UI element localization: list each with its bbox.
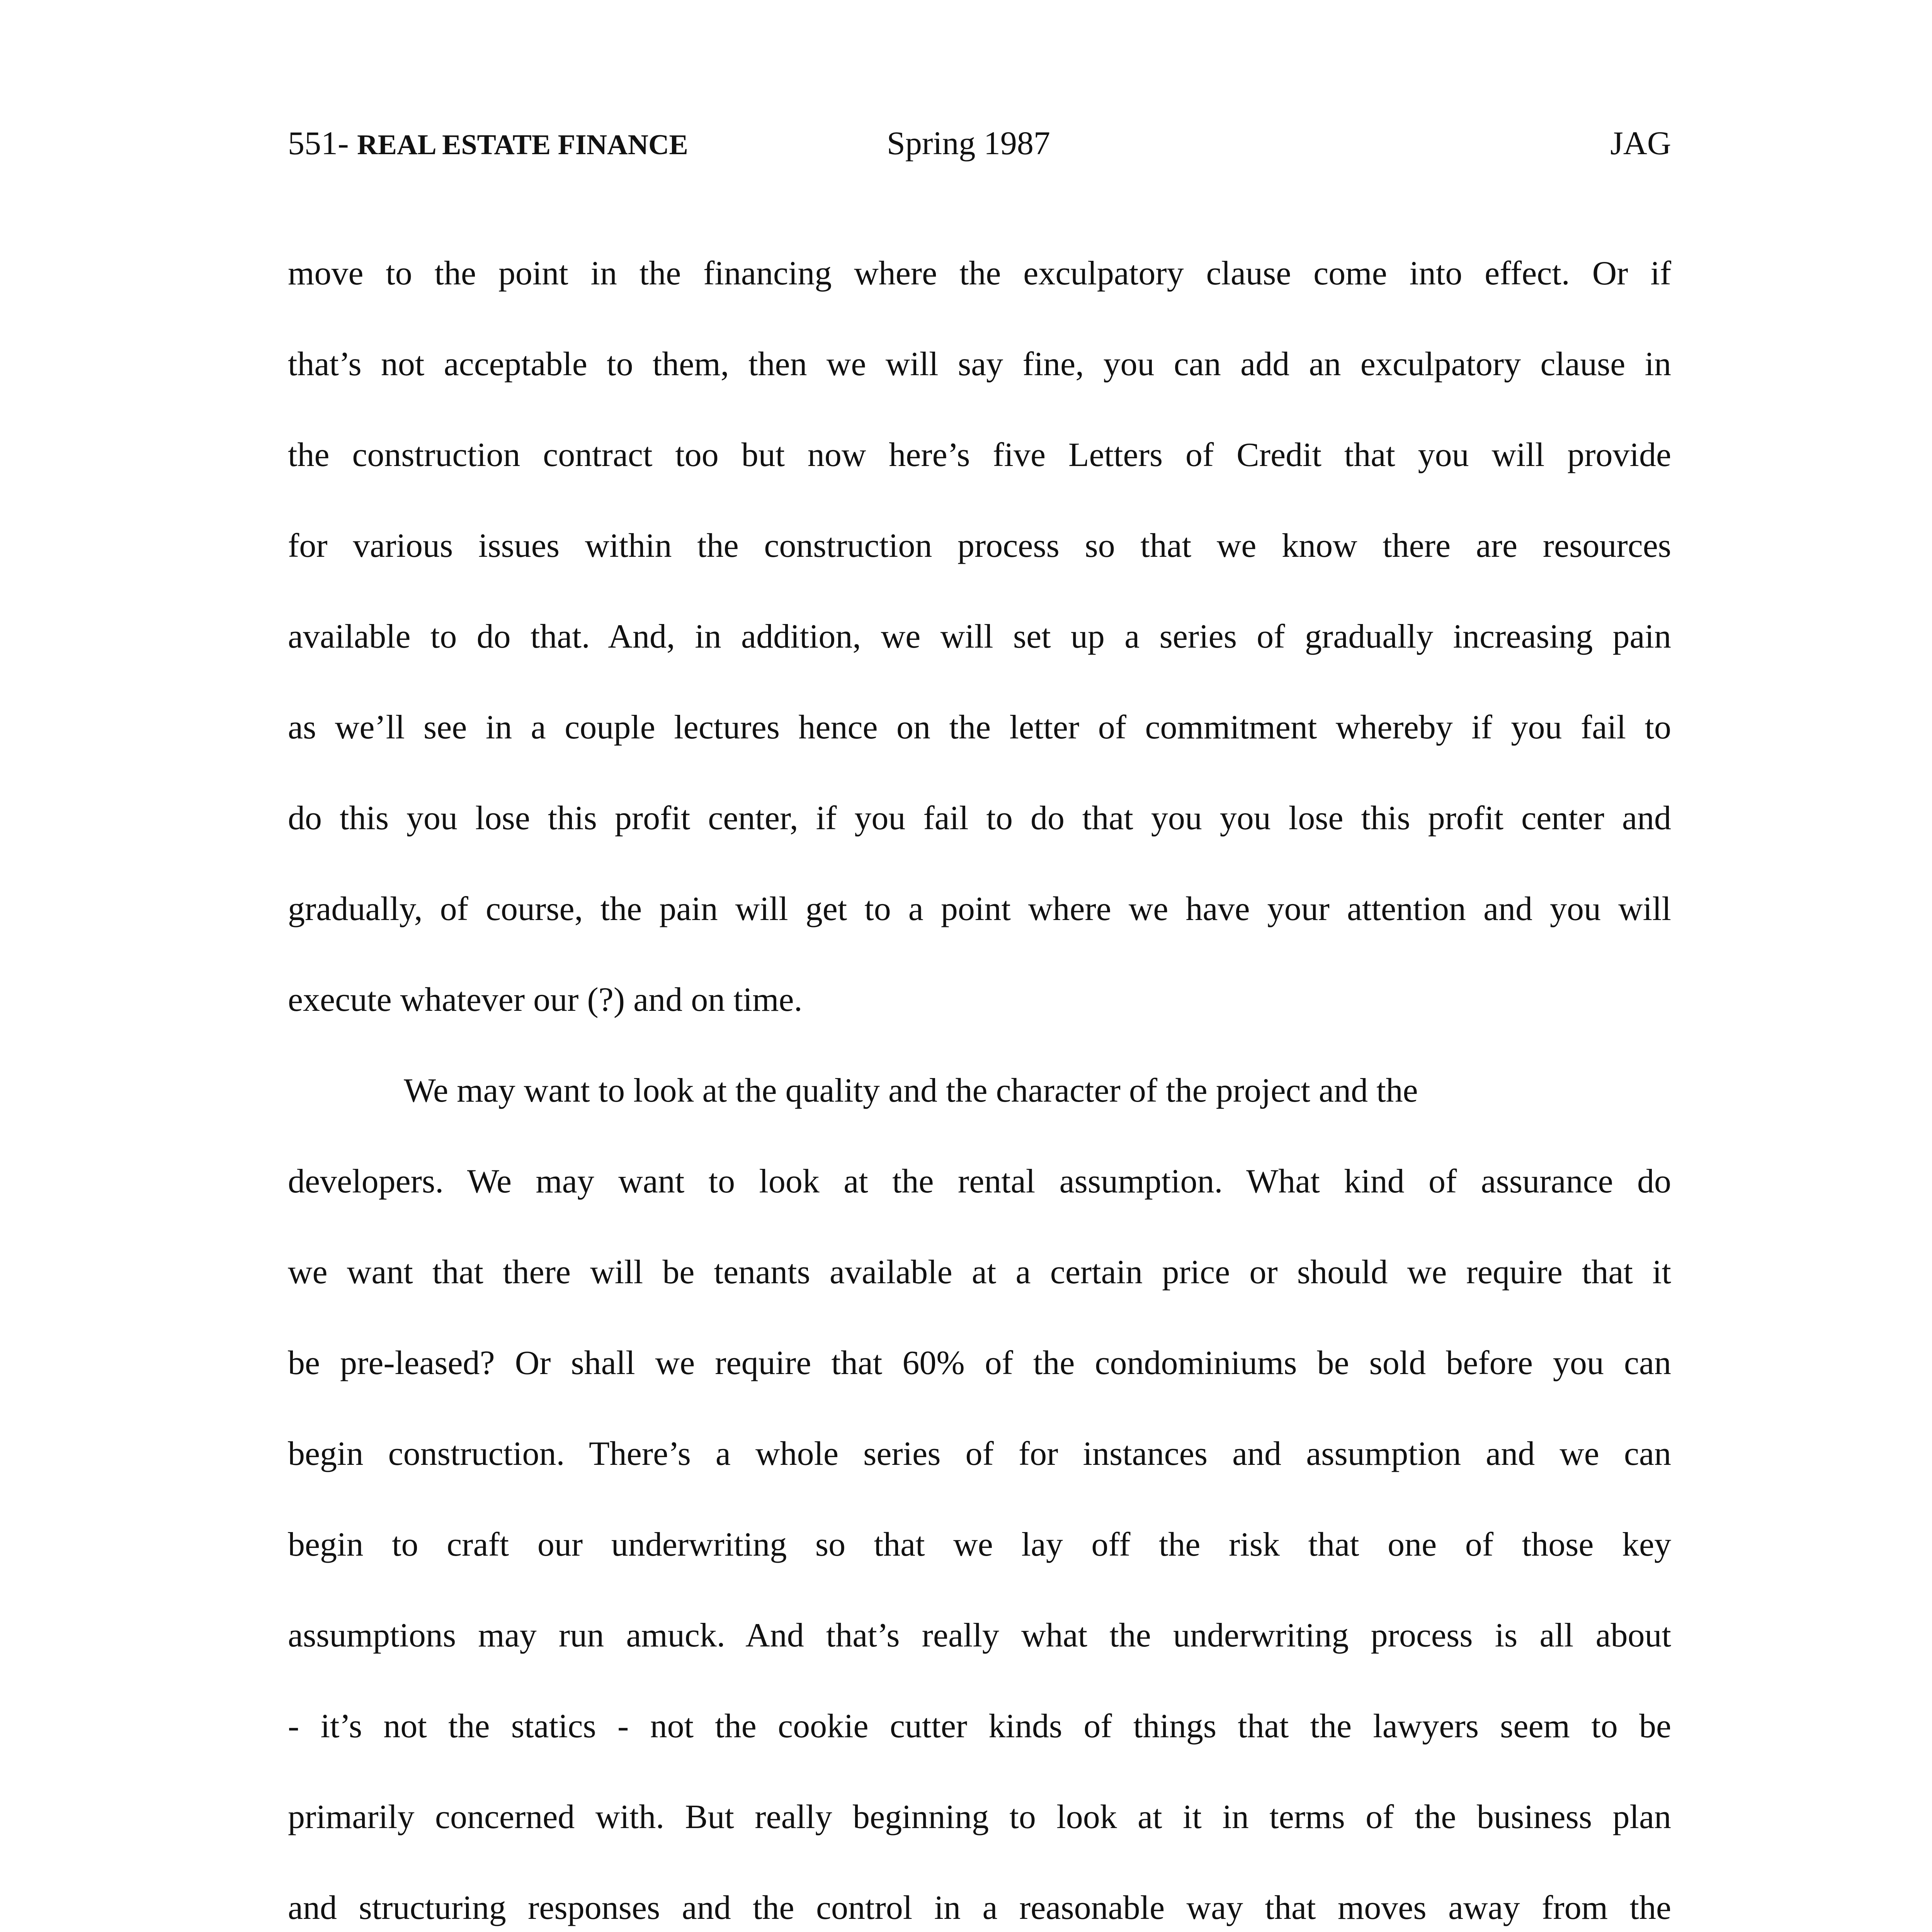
text-line: We may want to look at the quality and the character of the project and the bbox=[404, 1072, 1418, 1109]
text-line: that’s not acceptable to them, then we will say fine, you can add an exculpatory clause in bbox=[288, 345, 1671, 383]
text-line: - it’s not the statics - not the cookie cutter kinds of things that the lawyers seem to be bbox=[288, 1708, 1671, 1745]
text-line: as we’ll see in a couple lectures hence on the letter of commitment whereby if you fail to bbox=[288, 709, 1671, 746]
text-line: do this you lose this profit center, if you fail to do that you you lose this profit center and bbox=[288, 799, 1671, 837]
text-line: primarily concerned with. But really beginning to look at it in terms of the business plan bbox=[288, 1798, 1671, 1836]
course-number: 551- bbox=[288, 124, 357, 162]
text-line: begin to craft our underwriting so that we lay off the risk that one of those key bbox=[288, 1526, 1671, 1563]
text-line: available to do that. And, in addition, we will set up a series of gradually increasing pain bbox=[288, 618, 1671, 655]
page-header bbox=[288, 116, 1671, 170]
term-label: Spring 1987 bbox=[887, 124, 1050, 162]
author-initials: JAG bbox=[1610, 124, 1671, 162]
text-line: developers. We may want to look at the rental assumption. What kind of assurance do bbox=[288, 1163, 1671, 1200]
text-line: be pre-leased? Or shall we require that 60% of the condominiums be sold before you can bbox=[288, 1344, 1671, 1382]
text-line: move to the point in the financing where the exculpatory clause come into effect. Or if bbox=[288, 255, 1671, 292]
text-line: and structuring responses and the control in a reasonable way that moves away from the bbox=[288, 1889, 1671, 1927]
text-line: the construction contract too but now here’s five Letters of Credit that you will provide bbox=[288, 436, 1671, 474]
text-line: gradually, of course, the pain will get to a point where we have your attention and you will bbox=[288, 890, 1671, 928]
text-line: begin construction. There’s a whole series of for instances and assumption and we can bbox=[288, 1435, 1671, 1473]
text-line: for various issues within the construction process so that we know there are resources bbox=[288, 527, 1671, 565]
text-line: execute whatever our (?) and on time. bbox=[288, 981, 803, 1019]
course-heading bbox=[288, 116, 688, 172]
text-line: assumptions may run amuck. And that’s really what the underwriting process is all about bbox=[288, 1617, 1671, 1654]
course-title: REAL ESTATE FINANCE bbox=[357, 129, 688, 161]
transcript-body bbox=[288, 228, 1671, 1932]
text-line: we want that there will be tenants available at a certain price or should we require that it bbox=[288, 1253, 1671, 1291]
